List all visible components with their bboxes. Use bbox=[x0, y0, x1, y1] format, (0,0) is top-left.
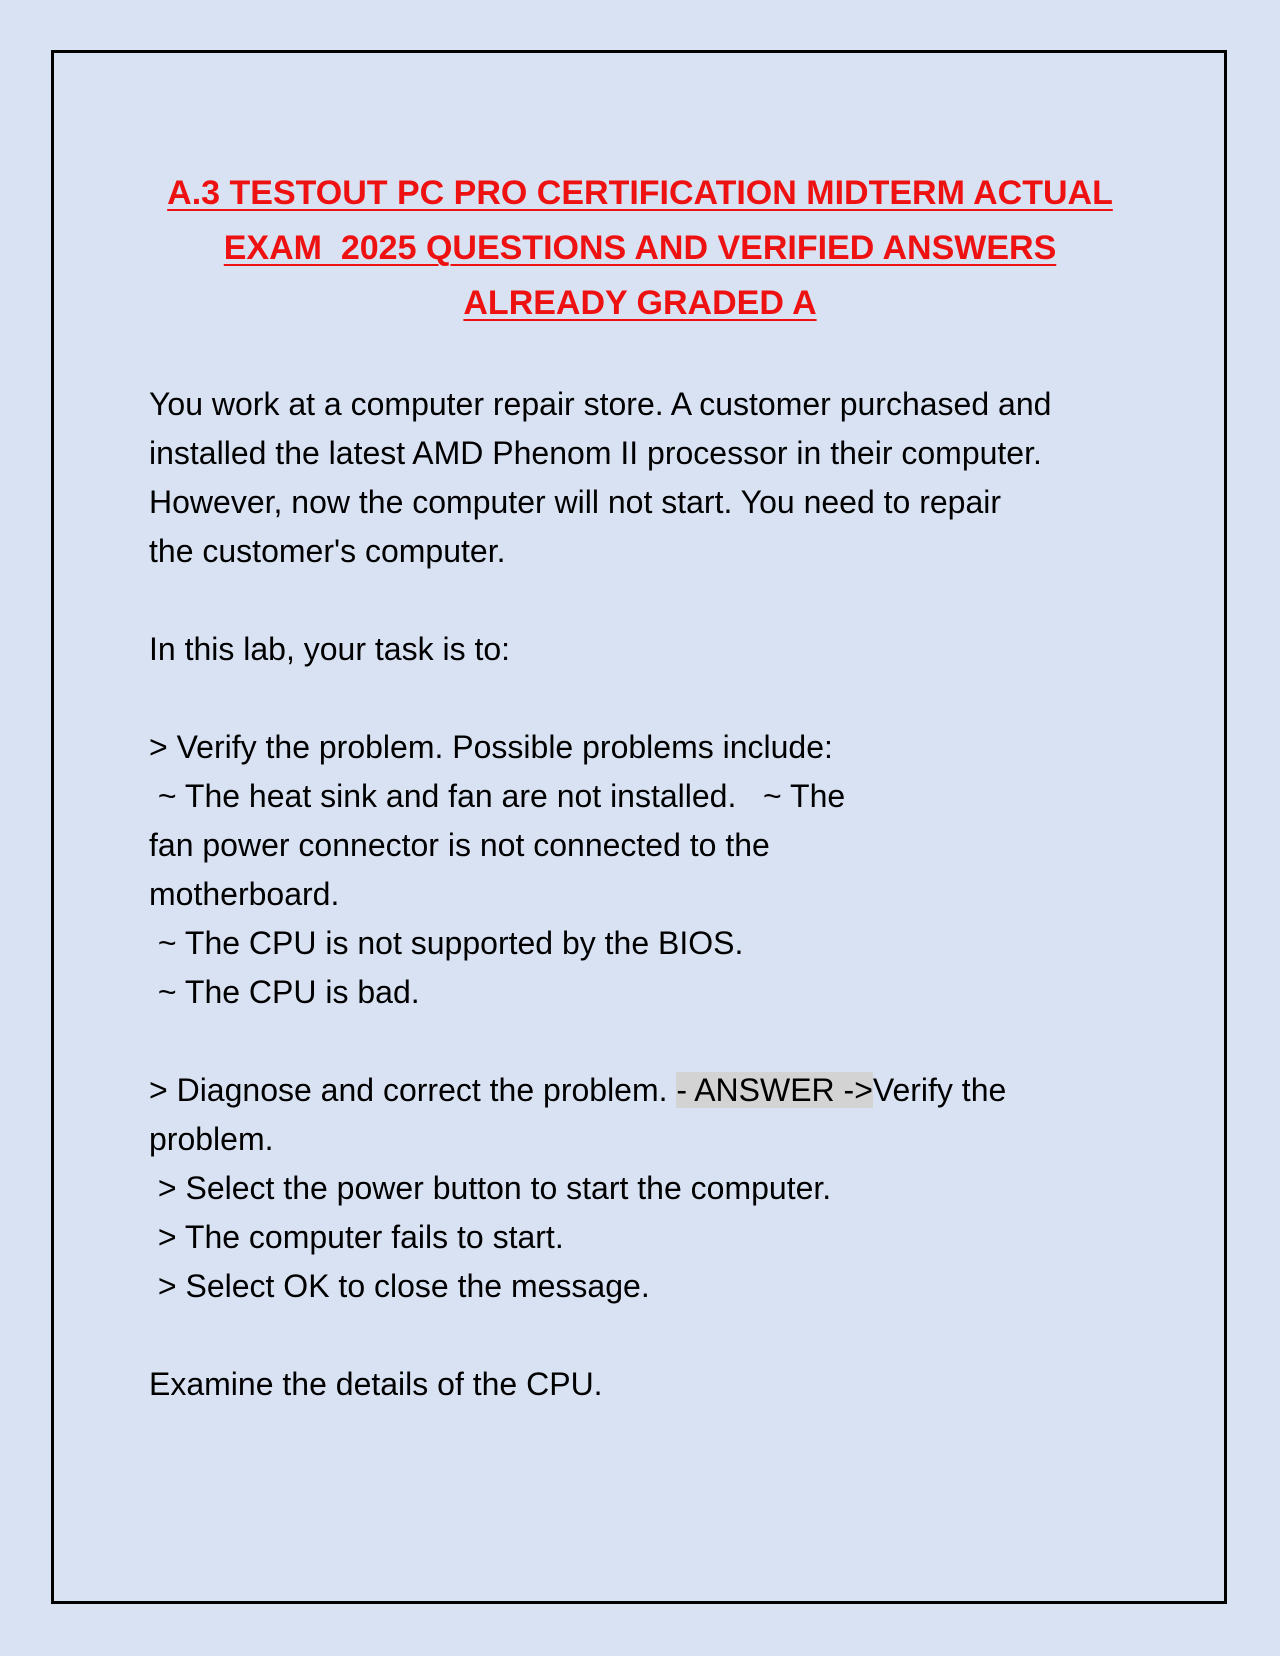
task-line: In this lab, your task is to: bbox=[149, 631, 511, 667]
answer-steps bbox=[149, 1115, 1149, 1311]
intro-line: installed the latest AMD Phenom II processor in their computer. bbox=[149, 435, 1042, 471]
answer-line: > Select OK to close the message. bbox=[149, 1268, 650, 1304]
spacer bbox=[149, 1017, 1149, 1066]
answer-label: - ANSWER -> bbox=[676, 1072, 873, 1108]
verify-line: > Verify the problem. Possible problems include: bbox=[149, 729, 833, 765]
closing-line: Examine the details of the CPU. bbox=[149, 1366, 603, 1402]
answer-line: > Select the power button to start the computer. bbox=[149, 1170, 832, 1206]
verify-line: ~ The CPU is bad. bbox=[149, 974, 420, 1010]
spacer bbox=[149, 576, 1149, 625]
answer-line: > The computer fails to start. bbox=[149, 1219, 564, 1255]
spacer bbox=[149, 674, 1149, 723]
spacer bbox=[149, 1311, 1149, 1360]
intro-line: the customer's computer. bbox=[149, 533, 506, 569]
title-line: ALREADY GRADED A bbox=[463, 284, 817, 322]
title-line: EXAM 2025 QUESTIONS AND VERIFIED ANSWERS bbox=[223, 229, 1057, 267]
diagnose-line bbox=[149, 1066, 1149, 1115]
verify-line: motherboard. bbox=[149, 876, 340, 912]
document-body bbox=[149, 380, 1149, 1409]
intro-paragraph bbox=[149, 380, 1149, 576]
verify-line: ~ The CPU is not supported by the BIOS. bbox=[149, 925, 744, 961]
verify-line: fan power connector is not connected to the bbox=[149, 827, 770, 863]
intro-line: You work at a computer repair store. A customer purchased and bbox=[149, 386, 1052, 422]
diagnose-suffix: Verify the bbox=[872, 1072, 1007, 1108]
verify-line: ~ The heat sink and fan are not installed. ~ The bbox=[149, 778, 846, 814]
diagnose-prefix: > Diagnose and correct the problem. bbox=[149, 1072, 677, 1108]
verify-list bbox=[149, 723, 1149, 1017]
title-line: A.3 TESTOUT PC PRO CERTIFICATION MIDTERM ACTUAL bbox=[167, 174, 1113, 212]
document-title bbox=[120, 166, 1160, 331]
intro-line: However, now the computer will not start. You need to repair bbox=[149, 484, 1002, 520]
answer-line: problem. bbox=[149, 1121, 274, 1157]
